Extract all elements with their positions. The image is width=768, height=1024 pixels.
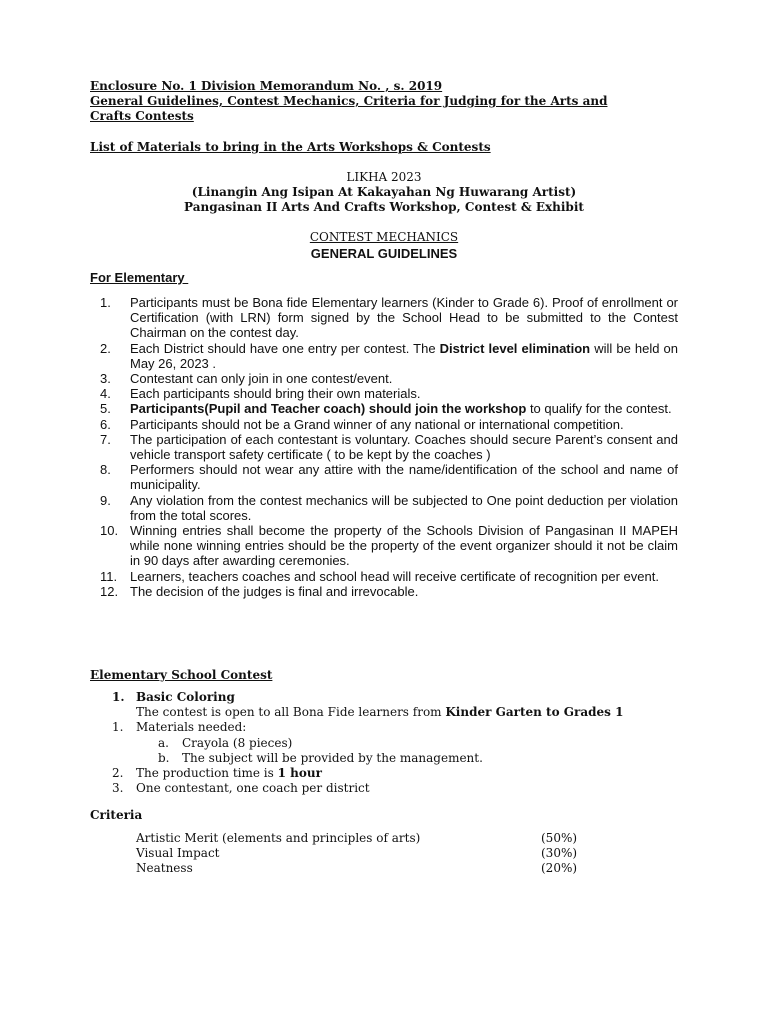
guideline-number: 7.	[100, 431, 111, 447]
guideline-item	[90, 462, 678, 492]
criteria-label: Artistic Merit (elements and principles of arts)	[136, 831, 421, 845]
guideline-item	[90, 569, 678, 584]
guideline-item	[90, 417, 678, 432]
guideline-item	[90, 386, 678, 401]
guideline-text: The participation of each contestant is voluntary. Coaches should secure Parent’s consent and vehicle transport safety certificate ( to be kept by the coaches )	[130, 431, 678, 463]
production-time: 1 hour	[277, 766, 322, 781]
guideline-item	[90, 295, 678, 341]
guideline-text: Participants should not be a Grand winner of any national or international competition.	[130, 416, 624, 432]
guideline-number: 6.	[100, 416, 111, 432]
materials-heading: List of Materials to bring in the Arts Workshops & Contests	[90, 140, 491, 154]
guideline-text: to qualify for the contest.	[526, 401, 672, 417]
general-guidelines-list	[90, 295, 678, 599]
item-number: 1.	[112, 690, 125, 704]
criteria-value: (50%)	[541, 831, 578, 845]
contestant-text: One contestant, one coach per district	[136, 781, 370, 796]
guideline-text: Winning entries shall become the property of the Schools Division of Pangasinan II MAPEH while none winning entries should be the property of the event organizer should it not be claim in 90 days after awarding ceremonies.	[130, 523, 678, 569]
contest-item	[90, 690, 678, 705]
guideline-text-bold: District level elimination	[439, 340, 591, 356]
guidelines-title-line2: Crafts Contests	[90, 109, 194, 123]
guideline-item	[90, 493, 678, 523]
criteria-value: (30%)	[541, 846, 578, 860]
guideline-number: 2.	[100, 340, 111, 356]
contestant-number: 3.	[112, 781, 124, 796]
guideline-number: 10.	[100, 523, 119, 539]
open-text-bold: Kinder Garten to Grades 1	[445, 705, 624, 720]
guideline-item	[90, 432, 678, 462]
guidelines-title-line1: General Guidelines, Contest Mechanics, Criteria for Judging for the Arts and	[90, 94, 608, 108]
guideline-text: Participants must be Bona fide Elementary learners (Kinder to Grade 6). Proof of enrollment or Certification (with LRN) form signed by the School Head to be submitted to the Contest Chairman on the contest day.	[130, 295, 678, 341]
contest-mechanics-heading: CONTEST MECHANICS	[309, 230, 459, 244]
materials-number: 1.	[112, 720, 124, 735]
criteria-heading: Criteria	[90, 808, 143, 822]
guideline-text: Learners, teachers coaches and school head will receive certificate of recognition per event.	[130, 568, 659, 584]
guideline-number: 12.	[100, 583, 119, 599]
basic-coloring-section	[90, 690, 678, 796]
material-text: The subject will be provided by the management.	[182, 750, 483, 765]
criteria-label: Visual Impact	[136, 846, 220, 860]
guideline-item	[90, 584, 678, 599]
elementary-contest-heading: Elementary School Contest	[90, 668, 273, 682]
open-text-line	[90, 705, 678, 720]
event-name: Pangasinan II Arts And Crafts Workshop, Contest & Exhibit	[184, 200, 584, 214]
production-line	[90, 766, 678, 781]
criteria-value: (20%)	[541, 861, 578, 875]
event-title: LIKHA 2023	[346, 170, 422, 184]
guideline-item	[90, 341, 678, 371]
production-text: The production time is	[136, 766, 278, 781]
criteria-label: Neatness	[136, 861, 193, 875]
guideline-item	[90, 371, 678, 386]
material-item	[90, 751, 678, 766]
guideline-number: 8.	[100, 462, 111, 478]
guideline-text: Any violation from the contest mechanics will be subjected to One point deduction per violation from the total scores.	[130, 492, 678, 523]
guideline-text: Each District should have one entry per contest. The	[130, 340, 440, 356]
guideline-number: 4.	[100, 386, 111, 402]
materials-label: Materials needed:	[136, 720, 247, 735]
guideline-text-bold: Participants(Pupil and Teacher coach) should join the workshop	[130, 401, 527, 417]
guideline-text: The decision of the judges is final and irrevocable.	[130, 583, 419, 599]
guideline-number: 5.	[100, 401, 111, 417]
guideline-text: will be held on May 26, 2023 .	[130, 340, 678, 371]
guideline-text: Performers should not wear any attire with the name/identification of the school and name of municipality.	[130, 462, 678, 493]
guideline-text: Contestant can only join in one contest/event.	[130, 371, 393, 387]
guideline-number: 3.	[100, 371, 111, 387]
guideline-item	[90, 523, 678, 569]
guideline-number: 11.	[100, 568, 118, 584]
guideline-number: 1.	[100, 295, 111, 310]
item-title: Basic Coloring	[136, 690, 235, 704]
for-elementary-heading: For Elementary	[90, 270, 189, 285]
guideline-item	[90, 401, 678, 416]
open-text: The contest is open to all Bona Fide learners from	[136, 705, 446, 720]
guideline-number: 9.	[100, 492, 111, 508]
event-subtitle: (Linangin Ang Isipan At Kakayahan Ng Huwarang Artist)	[191, 185, 577, 199]
materials-line	[90, 720, 678, 735]
material-letter: a.	[158, 735, 169, 750]
contestant-line	[90, 781, 678, 796]
guideline-text: Each participants should bring their own materials.	[130, 386, 421, 402]
enclosure-line: Enclosure No. 1 Division Memorandum No. , s. 2019	[90, 79, 443, 93]
production-number: 2.	[112, 766, 124, 781]
general-guidelines-heading: GENERAL GUIDELINES	[310, 246, 458, 261]
material-letter: b.	[158, 750, 170, 765]
material-item	[90, 736, 678, 751]
material-text: Crayola (8 pieces)	[182, 735, 293, 750]
